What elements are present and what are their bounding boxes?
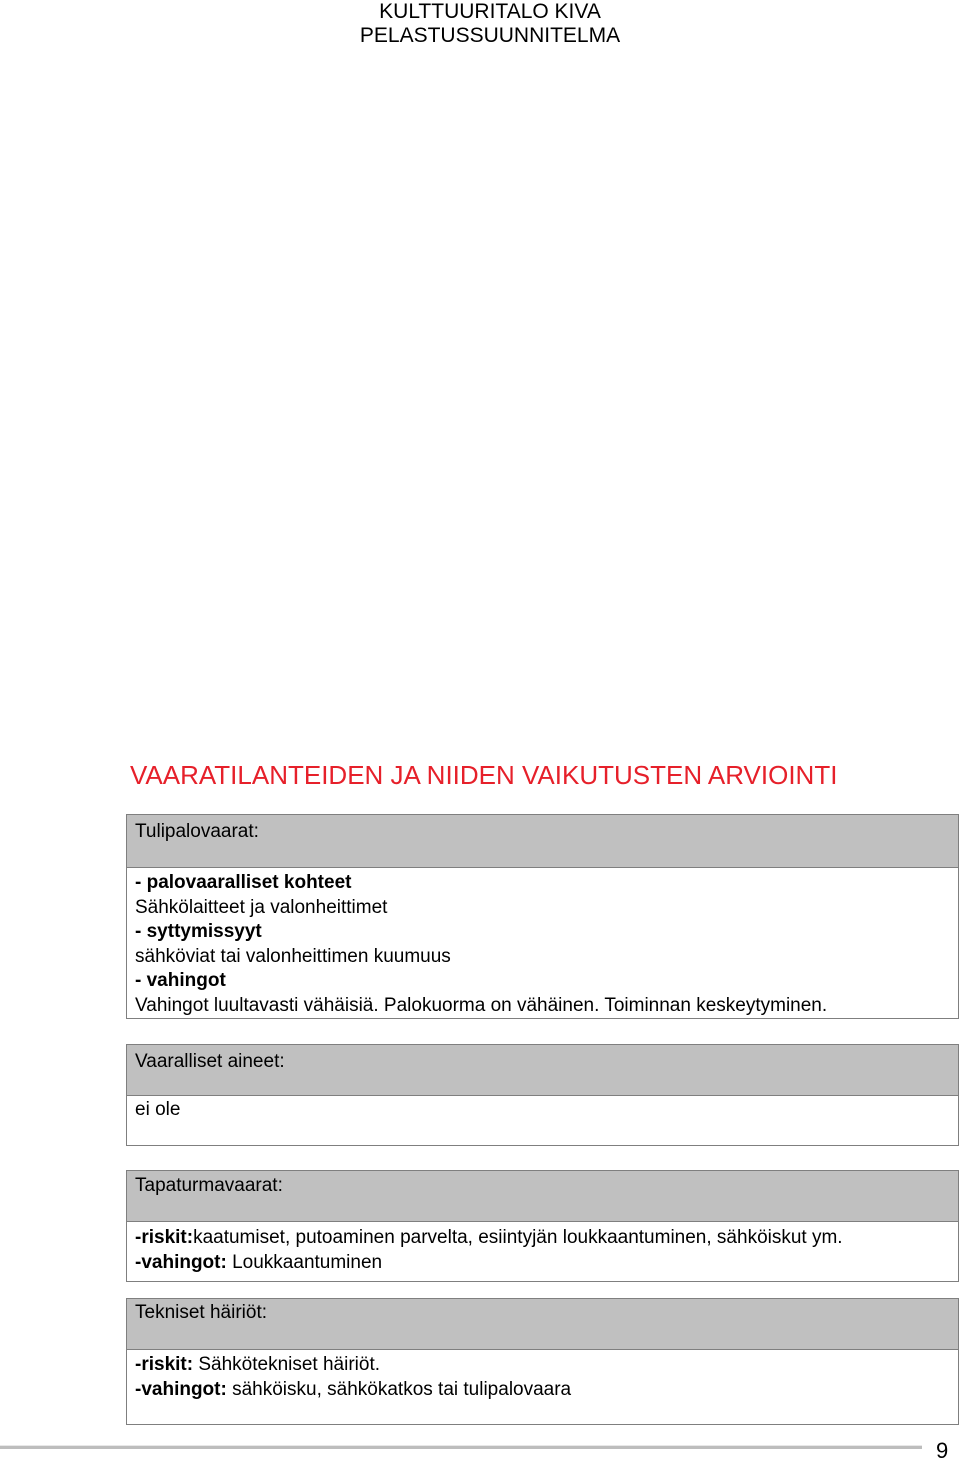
block-line	[135, 920, 954, 945]
block-body	[135, 1226, 954, 1275]
block-line	[135, 994, 954, 1019]
page-number: 9	[936, 1438, 949, 1463]
block-heading: Tapaturmavaarat:	[135, 1175, 283, 1196]
hazard-block-technical-faults	[126, 1298, 959, 1425]
line-text: Vahingot luultavasti vähäisiä. Palokuorma on vähäinen. Toiminnan keskeytyminen.	[135, 994, 828, 1016]
section-title: VAARATILANTEIDEN JA NIIDEN VAIKUTUSTEN ARVIOINTI	[130, 760, 838, 790]
line-label: - vahingot	[135, 970, 226, 991]
block-line	[135, 871, 954, 896]
line-label: -riskit:	[135, 1354, 194, 1375]
block-heading-bar	[127, 815, 958, 868]
block-line	[135, 1378, 954, 1403]
line-text: sähköviat tai valonheittimen kuumuus	[135, 945, 451, 967]
line-text: Sähkölaitteet ja valonheittimet	[135, 896, 388, 918]
block-line	[135, 1226, 954, 1251]
block-line	[135, 945, 954, 970]
line-label: -vahingot:	[135, 1378, 227, 1400]
hazard-block-dangerous-substances	[126, 1044, 959, 1146]
line-label: - palovaaralliset kohteet	[135, 872, 352, 893]
block-heading-bar	[127, 1171, 958, 1222]
line-label: -vahingot:	[135, 1251, 227, 1273]
line-text: Sähkötekniset häiriöt.	[193, 1354, 381, 1375]
header-document-type: PELASTUSSUUNNITELMA	[359, 24, 621, 47]
document-header	[300, 0, 680, 48]
block-body	[135, 1098, 954, 1123]
block-heading-bar	[127, 1299, 958, 1350]
block-heading: Vaaralliset aineet:	[135, 1051, 285, 1072]
block-heading-bar	[127, 1045, 958, 1096]
line-label: - syttymissyyt	[135, 921, 262, 942]
block-line	[135, 1098, 954, 1123]
block-heading: Tekniset häiriöt:	[135, 1302, 268, 1323]
line-label: -riskit:	[135, 1227, 194, 1248]
block-line	[135, 1353, 954, 1378]
block-heading: Tulipalovaarat:	[135, 821, 259, 842]
hazard-block-fire	[126, 814, 959, 1019]
header-organization: KULTTUURITALO KIVA	[379, 0, 601, 23]
block-body	[135, 871, 954, 1018]
block-line	[135, 1251, 954, 1276]
line-text: ei ole	[135, 1099, 181, 1120]
line-text: Loukkaantuminen	[226, 1251, 383, 1273]
hazard-block-accidents	[126, 1170, 959, 1282]
block-line	[135, 896, 954, 921]
block-body	[135, 1353, 954, 1402]
line-text: sähköisku, sähkökatkos tai tulipalovaara	[226, 1378, 572, 1400]
line-text: kaatumiset, putoaminen parvelta, esiintyjän loukkaantuminen, sähköiskut ym.	[193, 1227, 843, 1248]
footer-rule	[0, 1445, 922, 1449]
block-line	[135, 969, 954, 994]
